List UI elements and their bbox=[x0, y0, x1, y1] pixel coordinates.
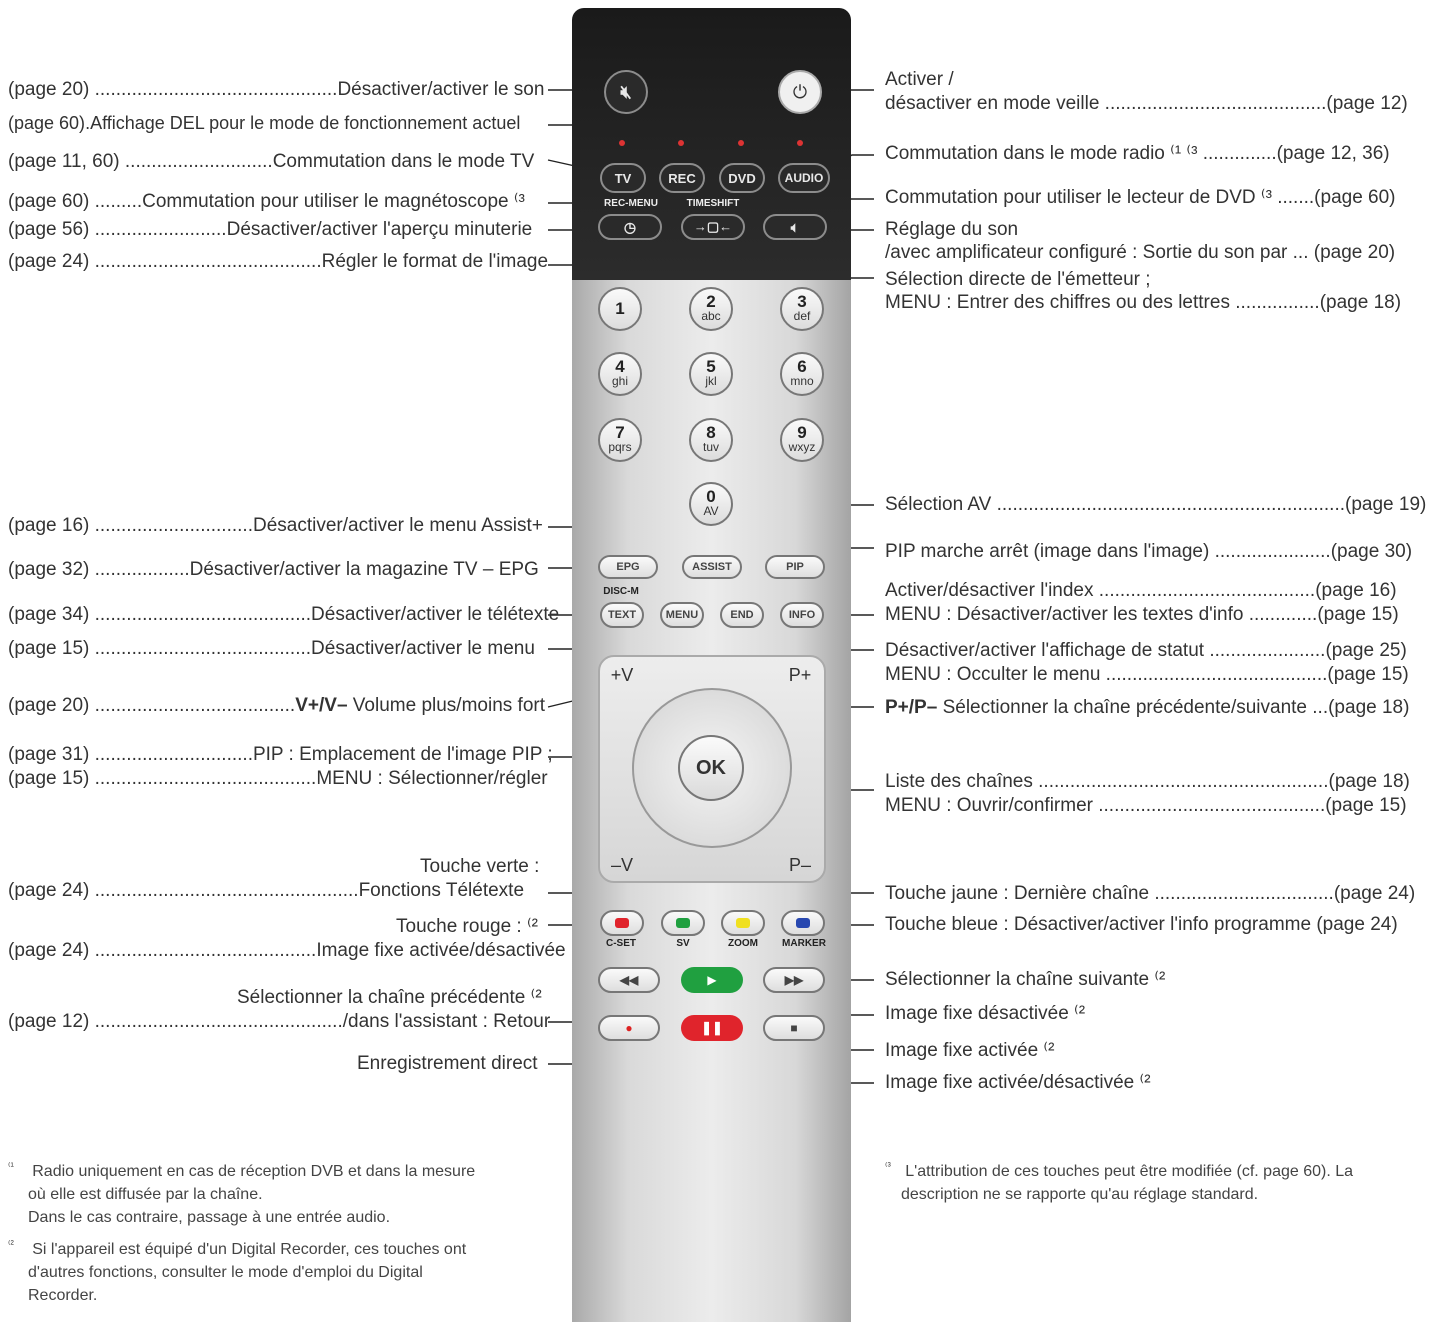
rec-menu-caption: REC-MENU bbox=[604, 198, 658, 209]
label-text: (page 34) .........................................Désactiver/activer le télétexte bbox=[8, 604, 560, 625]
number-button-2[interactable]: 2 abc bbox=[689, 287, 733, 331]
pause-button[interactable] bbox=[681, 1015, 743, 1041]
label-direct-title: Sélection directe de l'émetteur ; bbox=[885, 269, 1151, 290]
label-dvd: Commutation pour utiliser le lecteur de DVD ⁽³ .......(page 60) bbox=[885, 187, 1396, 208]
number-button-4[interactable]: 4 ghi bbox=[598, 352, 642, 396]
tv-mode-button[interactable]: TV bbox=[600, 163, 646, 193]
record-button[interactable] bbox=[598, 1015, 660, 1041]
info-button[interactable]: INFO bbox=[780, 602, 824, 628]
marker-caption: MARKER bbox=[782, 938, 826, 949]
format-icon: →▢← bbox=[693, 219, 733, 234]
label-info: MENU : Désactiver/activer les textes d'info .............(page 15) bbox=[885, 604, 1399, 625]
number-button-8[interactable]: 8 tuv bbox=[689, 418, 733, 462]
blue-button[interactable] bbox=[781, 910, 825, 936]
led-indicator-rec bbox=[678, 140, 684, 146]
label-direct: MENU : Entrer des chiffres ou des lettres ................(page 18) bbox=[885, 292, 1402, 313]
label-green-title: Touche verte : bbox=[420, 856, 540, 877]
label-red-title: Touche rouge : ⁽² bbox=[396, 916, 538, 937]
power-icon: ⏻ bbox=[792, 81, 808, 102]
label-pip: PIP marche arrêt (image dans l'image) ......................(page 30) bbox=[885, 541, 1413, 562]
stop-icon: ■ bbox=[790, 1021, 798, 1035]
timeshift-caption: TIMESHIFT bbox=[686, 198, 740, 209]
program-down-button[interactable]: P– bbox=[788, 854, 812, 875]
disc-m-caption: DISC-M bbox=[603, 586, 639, 597]
label-red: (page 24) ..........................................Image fixe activée/désactivée bbox=[8, 940, 566, 961]
label-standby-title: Activer / bbox=[885, 69, 954, 90]
label-yellow: Touche jaune : Dernière chaîne ..................................(page 24) bbox=[885, 883, 1416, 904]
pip-button[interactable]: PIP bbox=[765, 555, 825, 579]
end-button[interactable]: END bbox=[720, 602, 764, 628]
number-button-3[interactable]: 3 def bbox=[780, 287, 824, 331]
label-hide-menu: MENU : Occulter le menu ..........................................(page 15) bbox=[885, 664, 1409, 685]
timeshift-format-button[interactable] bbox=[681, 214, 745, 240]
fast-forward-button[interactable] bbox=[763, 967, 825, 993]
blue-key-swatch bbox=[796, 918, 810, 928]
volume-down-button[interactable]: –V bbox=[610, 854, 634, 875]
zoom-caption: ZOOM bbox=[728, 938, 758, 949]
ok-button[interactable]: OK bbox=[678, 735, 744, 801]
power-button[interactable] bbox=[778, 70, 822, 114]
footnote-1: $^{^{(1}}$ Radio uniquement en cas de réception DVB et dans la mesure où elle est diffusée par la chaîne. Dans le cas contraire, passage à une entrée audio. bbox=[8, 1161, 476, 1226]
led-indicator-audio bbox=[797, 140, 803, 146]
label-assist: (page 16) ..............................Désactiver/activer le menu Assist+ bbox=[8, 515, 543, 536]
label-rec: (page 60) .........Commutation pour utiliser le magnétoscope ⁽³ bbox=[8, 191, 525, 212]
number-button-5[interactable]: 5 jkl bbox=[689, 352, 733, 396]
label-channel-list: Liste des chaînes .......................................................(page 18) bbox=[885, 771, 1410, 792]
label-program: P+/P– Sélectionner la chaîne précédente/suivante ...(page 18) bbox=[885, 697, 1410, 718]
label-av: Sélection AV ..................................................................(page 19) bbox=[885, 494, 1427, 515]
clock-icon: ◷ bbox=[623, 218, 637, 235]
label-menu: (page 15) .........................................Désactiver/activer le menu bbox=[8, 638, 535, 659]
label-sound-title: Réglage du son bbox=[885, 219, 1019, 240]
label-format: (page 24) ...........................................Régler le format de l'image bbox=[8, 251, 549, 272]
label-menu-select: (page 15) ..........................................MENU : Sélectionner/régler bbox=[8, 768, 548, 789]
mute-button[interactable] bbox=[604, 70, 648, 114]
yellow-button[interactable] bbox=[721, 910, 765, 936]
program-up-button[interactable]: P+ bbox=[788, 664, 812, 685]
label-fast-forward: Sélectionner la chaîne suivante ⁽² bbox=[885, 969, 1166, 990]
dvd-mode-button[interactable]: DVD bbox=[719, 163, 765, 193]
record-icon: ● bbox=[625, 1021, 633, 1035]
number-button-6[interactable]: 6 mno bbox=[780, 352, 824, 396]
label-pause: Image fixe activée/désactivée ⁽² bbox=[885, 1072, 1151, 1093]
red-button[interactable] bbox=[600, 910, 644, 936]
label-rewind-title: Sélectionner la chaîne précédente ⁽² bbox=[237, 987, 542, 1008]
green-key-swatch bbox=[676, 918, 690, 928]
label-standby: désactiver en mode veille ..........................................(page 12) bbox=[885, 93, 1408, 114]
volume-up-button[interactable]: +V bbox=[610, 664, 634, 685]
red-key-swatch bbox=[615, 918, 629, 928]
rewind-button[interactable] bbox=[598, 967, 660, 993]
led-indicator-tv bbox=[619, 140, 625, 146]
audio-mode-button[interactable]: AUDIO bbox=[778, 163, 830, 193]
label-blue: Touche bleue : Désactiver/activer l'info programme (page 24) bbox=[885, 914, 1398, 935]
number-button-7[interactable]: 7 pqrs bbox=[598, 418, 642, 462]
rewind-icon: ◀◀ bbox=[619, 973, 639, 987]
label-epg: (page 32) ..................Désactiver/activer la magazine TV – EPG bbox=[8, 559, 539, 580]
footnote-2: $^{^{(2}}$ Si l'appareil est équipé d'un Digital Recorder, ces touches ont d'autres fonctions, consulter le mode d'emploi du Digital Recorder. bbox=[8, 1239, 467, 1304]
label-volume: (page 20) ......................................V+/V– Volume plus/moins fort bbox=[8, 695, 545, 716]
text-button[interactable]: TEXT bbox=[600, 602, 644, 628]
label-led: (page 60).Affichage DEL pour le mode de fonctionnement actuel bbox=[8, 113, 521, 133]
number-button-9[interactable]: 9 wxyz bbox=[780, 418, 824, 462]
speaker-icon: 🔈︎ bbox=[790, 218, 800, 235]
mute-icon: 🔇︎ bbox=[620, 81, 632, 102]
label-stop: Image fixe activée ⁽² bbox=[885, 1040, 1055, 1061]
label-pip-position: (page 31) ..............................PIP : Emplacement de l'image PIP ; bbox=[8, 744, 553, 765]
green-button[interactable] bbox=[661, 910, 705, 936]
footnote-3: $^{^{(3}}$ L'attribution de ces touches peut être modifiée (cf. page 60). La description ne se rapporte qu'au réglage standard. bbox=[885, 1161, 1354, 1203]
led-indicator-dvd bbox=[738, 140, 744, 146]
label-timer: (page 56) .........................Désactiver/activer l'aperçu minuterie bbox=[8, 219, 533, 240]
label-radio: Commutation dans le mode radio ⁽¹ ⁽³ ..............(page 12, 36) bbox=[885, 143, 1390, 164]
label-status: Désactiver/activer l'affichage de statut ......................(page 25) bbox=[885, 640, 1407, 661]
sv-caption: SV bbox=[676, 938, 690, 949]
pause-icon: ❚❚ bbox=[701, 1020, 723, 1035]
label-tv: (page 11, 60) ............................Commutation dans le mode TV bbox=[8, 151, 535, 172]
number-button-1[interactable]: 1 bbox=[598, 287, 642, 331]
play-icon: ▶ bbox=[707, 973, 717, 987]
label-rewind: (page 12) .............................................../dans l'assistant : Retour bbox=[8, 1011, 551, 1032]
label-sound: /avec amplificateur configuré : Sortie du son par ... (page 20) bbox=[885, 242, 1396, 263]
label-play: Image fixe désactivée ⁽² bbox=[885, 1003, 1086, 1024]
label-index: Activer/désactiver l'index .........................................(page 16) bbox=[885, 580, 1397, 601]
c-set-caption: C-SET bbox=[606, 938, 636, 949]
yellow-key-swatch bbox=[736, 918, 750, 928]
sound-button[interactable] bbox=[763, 214, 827, 240]
label-record: Enregistrement direct bbox=[357, 1053, 538, 1074]
menu-button[interactable]: MENU bbox=[660, 602, 704, 628]
fast-forward-icon: ▶▶ bbox=[784, 973, 804, 987]
assist-button[interactable]: ASSIST bbox=[682, 555, 742, 579]
play-button[interactable] bbox=[681, 967, 743, 993]
label-ok: MENU : Ouvrir/confirmer ...........................................(page 15) bbox=[885, 795, 1407, 816]
timer-button[interactable] bbox=[598, 214, 662, 240]
label-green: (page 24) ..................................................Fonctions Télétexte bbox=[8, 880, 525, 901]
number-button-0-av[interactable]: 0 AV bbox=[689, 482, 733, 526]
rec-mode-button[interactable]: REC bbox=[659, 163, 705, 193]
label-mute: (page 20) ..............................................Désactiver/activer le son bbox=[8, 79, 545, 100]
epg-button[interactable]: EPG bbox=[598, 555, 658, 579]
stop-button[interactable] bbox=[763, 1015, 825, 1041]
